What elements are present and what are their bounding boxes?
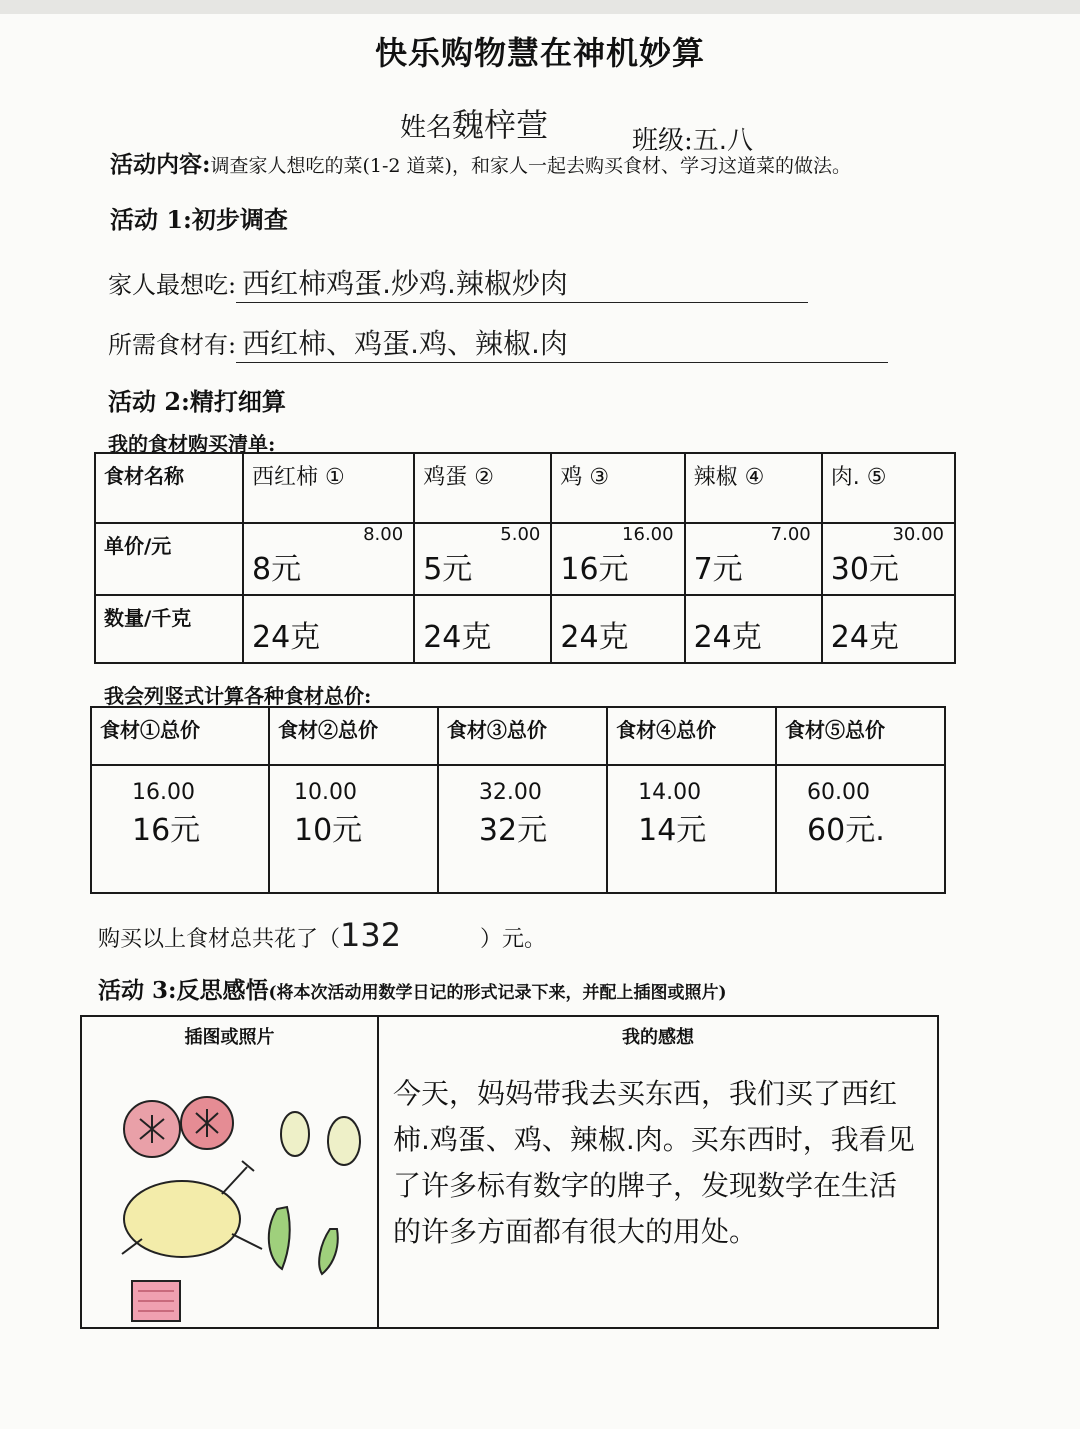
item-name-cell: 鸡蛋 ② — [414, 453, 551, 523]
family-wants-row — [108, 262, 808, 303]
family-wants-value: 西红柿鸡蛋.炒鸡.辣椒炒肉 — [236, 262, 808, 303]
pepper-icon — [269, 1207, 338, 1274]
price-cell: 30.00 30元 — [822, 523, 955, 595]
total-header: 食材⑤总价 — [776, 707, 945, 765]
ingredients-row — [108, 322, 888, 363]
price-cell: 7.00 7元 — [685, 523, 822, 595]
total-spent-prefix: 购买以上食材总共花了（ — [98, 927, 341, 952]
activity-content-text: 调查家人想吃的菜(1-2 道菜)，和家人一起去购买食材、学习这道菜的做法。 — [210, 155, 851, 177]
total-header: 食材③总价 — [438, 707, 607, 765]
qty-cell: 24克 — [414, 595, 551, 663]
illustration-label: 插图或照片 — [184, 1027, 275, 1048]
total-cell: 14.00 14元 — [607, 765, 776, 893]
tomato-icon — [124, 1101, 180, 1157]
price-cell: 5.00 5元 — [414, 523, 551, 595]
egg-icon — [281, 1112, 360, 1165]
reflection-label: 我的感想 — [622, 1027, 694, 1048]
shopping-list-title: 我的食材购买清单: — [108, 432, 276, 456]
activity1-title: 活动 1:初步调查 — [110, 205, 288, 234]
item-name-cell: 辣椒 ④ — [685, 453, 822, 523]
class-label: 班级: — [632, 126, 693, 156]
total-header: 食材②总价 — [269, 707, 438, 765]
total-cell: 60.00 60元. — [776, 765, 945, 893]
reflection-box — [80, 1015, 939, 1329]
name-label: 姓名 — [400, 113, 453, 143]
totals-table — [90, 706, 946, 894]
ingredients-value: 西红柿、鸡蛋.鸡、辣椒.肉 — [236, 322, 888, 363]
tomato-icon — [181, 1097, 233, 1149]
reflection-text: 今天，妈妈带我去买东西，我们买了西红柿.鸡蛋、鸡、辣椒.肉。买东西时，我看见了许多标有数字的牌子，发现数学在生活的许多方面都有很大的用处。 — [393, 1077, 915, 1248]
item-name-cell: 西红柿 ① — [243, 453, 414, 523]
illustration-panel — [82, 1017, 379, 1327]
shopping-table — [94, 452, 956, 664]
name-value: 魏梓萱 — [452, 106, 549, 144]
qty-cell: 24克 — [551, 595, 684, 663]
activity3-title: 活动 3:反思感悟 — [98, 977, 269, 1004]
qty-cell: 24克 — [243, 595, 414, 663]
total-spent-row — [98, 916, 546, 954]
total-header: 食材①总价 — [91, 707, 269, 765]
row-qty-label: 数量/千克 — [95, 595, 243, 663]
family-wants-label: 家人最想吃: — [108, 271, 237, 299]
total-cell: 32.00 32元 — [438, 765, 607, 893]
item-name-cell: 肉. ⑤ — [822, 453, 955, 523]
meat-icon — [132, 1281, 180, 1321]
activity3-row — [98, 972, 727, 1005]
chicken-icon — [122, 1161, 262, 1257]
total-header: 食材④总价 — [607, 707, 776, 765]
qty-cell: 24克 — [822, 595, 955, 663]
activity-content — [110, 146, 1010, 179]
activity2-title: 活动 2:精打细算 — [108, 387, 286, 416]
total-cell: 16.00 16元 — [91, 765, 269, 893]
page-edge — [0, 0, 1080, 14]
activity-content-label: 活动内容: — [110, 151, 211, 178]
total-spent-value: 132 — [340, 916, 402, 954]
qty-cell: 24克 — [685, 595, 822, 663]
name-row — [400, 100, 548, 146]
total-spent-suffix: ）元。 — [480, 927, 547, 952]
food-illustration — [82, 1049, 377, 1329]
item-name-cell: 鸡 ③ — [551, 453, 684, 523]
price-cell: 16.00 16元 — [551, 523, 684, 595]
row-price-label: 单价/元 — [95, 523, 243, 595]
activity3-note: (将本次活动用数学日记的形式记录下来，并配上插图或照片) — [268, 983, 727, 1003]
total-cell: 10.00 10元 — [269, 765, 438, 893]
row-name-label: 食材名称 — [95, 453, 243, 523]
page-title: 快乐购物慧在神机妙算 — [374, 34, 705, 72]
ingredients-label: 所需食材有: — [108, 331, 237, 359]
reflection-panel — [379, 1017, 937, 1327]
class-value: 五.八 — [692, 126, 754, 156]
price-cell: 8.00 8元 — [243, 523, 414, 595]
calc-title: 我会列竖式计算各种食材总价: — [104, 684, 372, 708]
